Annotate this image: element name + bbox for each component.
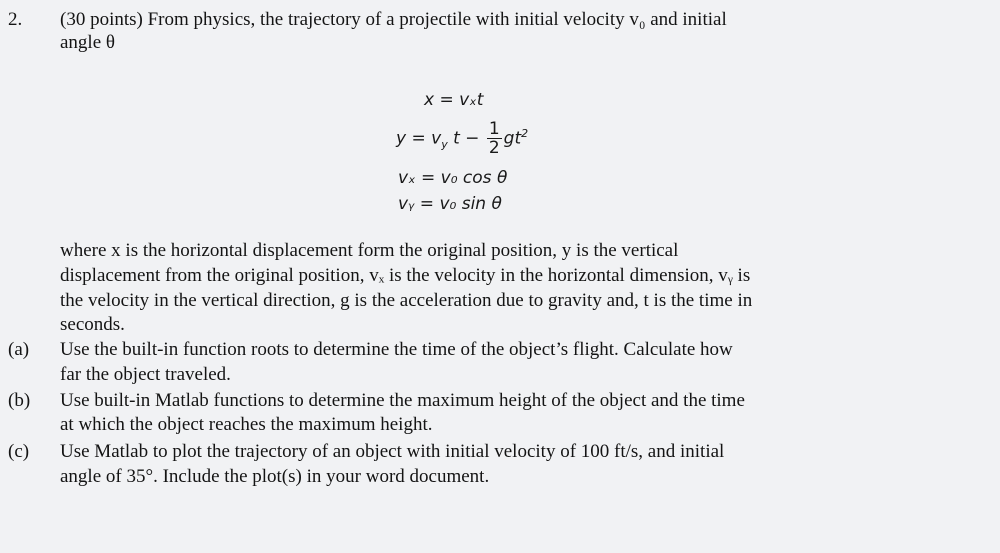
part-a-line-1: Use the built-in function roots to determine the time of the object’s flight. Calculate how	[60, 339, 733, 360]
equation-y-sup: 2	[521, 126, 529, 140]
part-c-line-2: angle of 35°. Include the plot(s) in your word document.	[60, 466, 490, 487]
problem-number: 2.	[8, 9, 23, 30]
equation-y-left: y = v	[396, 128, 442, 149]
description-line-1: where x is the horizontal displacement form the original position, y is the vertical	[60, 240, 679, 261]
part-c-marker: (c)	[8, 441, 30, 462]
part-b-line-2: at which the object reaches the maximum height.	[60, 414, 433, 435]
equation-y-right: gt	[503, 128, 522, 149]
part-a-line-2: far the object traveled.	[60, 364, 231, 385]
description-line-3: the velocity in the vertical direction, g is the acceleration due to gravity and, t is the time in	[60, 290, 753, 311]
problem-intro-line-1: (30 points) From physics, the trajectory of a projectile with initial velocity v₀ and initial	[60, 9, 727, 30]
fraction-numerator: 1	[488, 119, 500, 139]
part-b-line-1: Use built-in Matlab functions to determine the maximum height of the object and the time	[60, 390, 745, 411]
equation-x: x = vₓt	[424, 90, 484, 110]
fraction-one-half	[487, 120, 502, 157]
description-line-2: displacement from the original position, vₓ is the velocity in the horizontal dimension, vᵧ is	[60, 265, 751, 286]
fraction-denominator: 2	[488, 138, 500, 158]
equation-y-sub: y	[441, 137, 448, 151]
equation-y-mid: t −	[453, 128, 480, 149]
part-a-marker: (a)	[8, 339, 30, 360]
part-c-line-1: Use Matlab to plot the trajectory of an object with initial velocity of 100 ft/s, and initial	[60, 441, 725, 462]
equation-vx: vₓ = v₀ cos θ	[398, 168, 508, 188]
equation-y	[396, 120, 528, 157]
problem-intro-line-2: angle θ	[60, 32, 115, 53]
description-line-4: seconds.	[60, 314, 125, 335]
equation-vy: vᵧ = v₀ sin θ	[398, 194, 502, 214]
part-b-marker: (b)	[8, 390, 31, 411]
